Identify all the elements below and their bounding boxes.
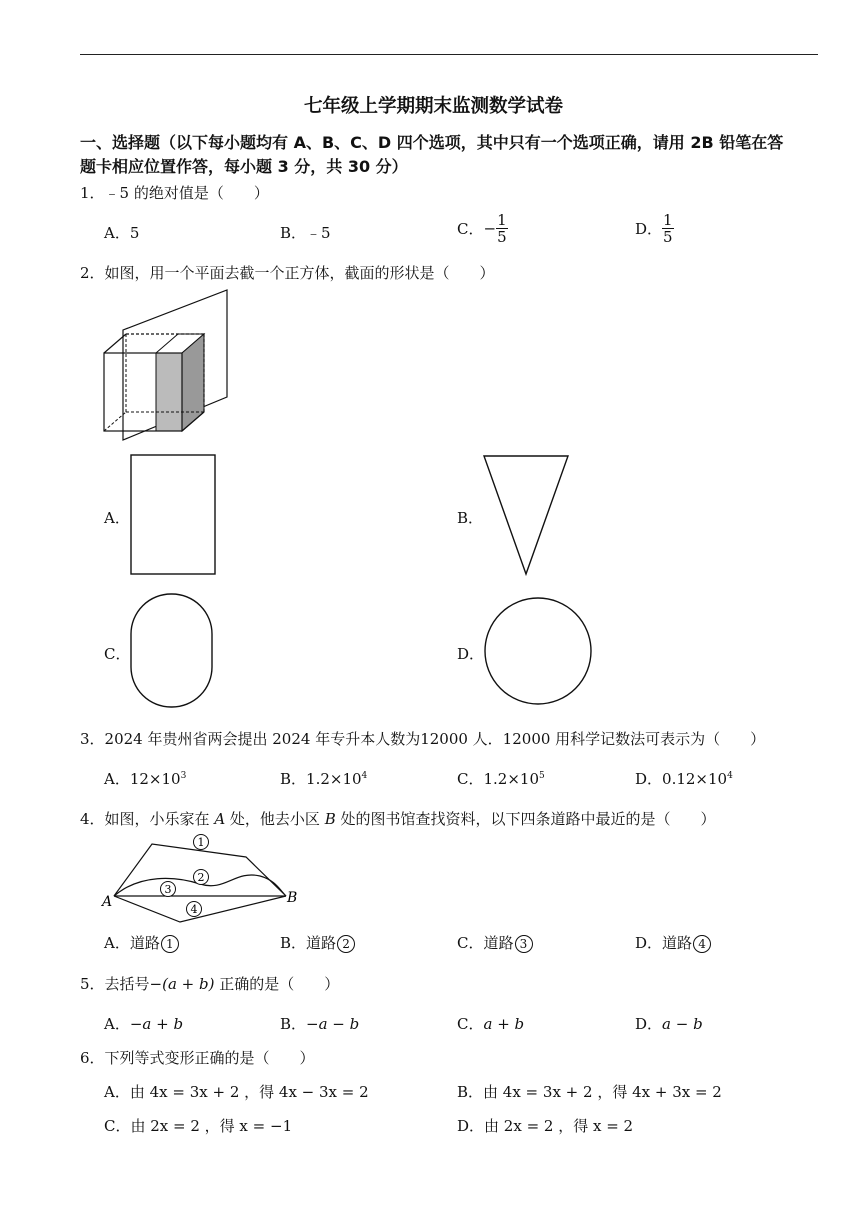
road-4-marker (187, 902, 202, 917)
q5-stem-part2: 正确的是（ ） (214, 975, 340, 993)
q5-a-label: A． (104, 1015, 130, 1033)
q1-option-b[interactable]: B．﹣5 (280, 224, 331, 242)
q4-b-label: B． (280, 934, 307, 952)
roads-figure (100, 830, 300, 925)
road-2-marker (194, 870, 209, 885)
triangle-shape[interactable] (482, 454, 572, 576)
q1-option-d[interactable] (635, 212, 674, 245)
q4-a-label: A． (104, 934, 130, 952)
q3-b-label: B． (280, 770, 307, 788)
q4-option-a[interactable] (104, 932, 179, 953)
question-3-stem: 3．2024 年贵州省两会提出 2024 年专升本人数为12000 人．12000 用科学记数法可表示为（ ） (80, 730, 766, 748)
q3-a-exponent: 3 (180, 771, 187, 781)
q5-b-expr: −a − b (306, 1015, 360, 1033)
q5-b-label: B． (280, 1015, 307, 1033)
q4-point-a-text: A (214, 810, 226, 828)
section-heading-line2: 题卡相应位置作答，每小题 3 分，共 30 分） (80, 157, 408, 176)
rectangle-shape[interactable] (130, 454, 218, 576)
q4-d-number: 4 (693, 935, 711, 953)
page-title: 七年级上学期期末监测数学试卷 (303, 96, 563, 117)
section-heading-line1: 一、选择题（以下每小题均有 A、B、C、D 四个选项，其中只有一个选项正确，请用 2B 铅笔在答 (80, 133, 784, 152)
q4-c-number: 3 (515, 935, 533, 953)
q4-stem-part1: 4．如图，小乐家在 (80, 810, 215, 828)
q5-option-a[interactable] (104, 1013, 183, 1034)
q3-d-base: 0.12×10 (662, 770, 728, 788)
q6-option-b[interactable]: B．由 4x = 3x + 2 ，得 4x + 3x = 2 (457, 1083, 722, 1101)
q1-option-c-sign: − (483, 219, 497, 238)
q4-d-road: 道路 (662, 934, 693, 952)
q4-a-number: 1 (161, 935, 179, 953)
question-4-stem (80, 808, 716, 829)
q3-option-c[interactable] (457, 768, 545, 789)
q5-c-expr: a + b (483, 1015, 525, 1033)
q1-option-d-label: D． (635, 220, 663, 238)
q3-option-d[interactable] (635, 768, 733, 789)
q4-stem-part2: 处，他去小区 (225, 810, 325, 828)
q5-c-label: C． (457, 1015, 484, 1033)
q2-option-c-label[interactable]: C． (104, 645, 131, 663)
svg-text:1: 1 (197, 836, 205, 849)
q3-c-label: C． (457, 770, 484, 788)
question-5-stem (80, 973, 339, 994)
q3-c-base: 1.2×10 (483, 770, 539, 788)
q3-b-exponent: 4 (361, 771, 368, 781)
q5-d-label: D． (635, 1015, 663, 1033)
q4-b-number: 2 (337, 935, 355, 953)
point-a-label: A (102, 894, 113, 910)
q4-c-label: C． (457, 934, 484, 952)
q2-option-a-label[interactable]: A． (104, 509, 130, 527)
q3-d-exponent: 4 (727, 771, 733, 781)
q2-option-d-label[interactable]: D． (457, 645, 485, 663)
q4-d-label: D． (635, 934, 663, 952)
q1-option-a[interactable]: A．5 (104, 224, 140, 242)
q4-c-road: 道路 (483, 934, 514, 952)
q6-option-a[interactable]: A．由 4x = 3x + 2 ，得 4x − 3x = 2 (104, 1083, 369, 1101)
q4-option-d[interactable] (635, 932, 711, 953)
q1-d-numerator: 1 (663, 211, 673, 229)
q1-d-denominator: 5 (663, 228, 673, 246)
circle-shape[interactable] (483, 596, 593, 706)
q1-option-d-fraction (662, 212, 674, 245)
q3-option-b[interactable] (280, 768, 367, 789)
q4-option-b[interactable] (280, 932, 355, 953)
svg-text:2: 2 (197, 871, 205, 884)
q3-option-a[interactable] (104, 768, 186, 789)
q3-a-base: 12×10 (129, 770, 181, 788)
point-b-label: B (287, 890, 298, 906)
q2-option-b-label[interactable]: B． (457, 509, 484, 527)
q1-option-c[interactable] (457, 212, 508, 245)
q3-b-base: 1.2×10 (306, 770, 362, 788)
q1-c-denominator: 5 (497, 228, 507, 246)
svg-text:4: 4 (190, 903, 198, 916)
q5-option-d[interactable] (635, 1013, 703, 1034)
q4-stem-part3: 处的图书馆查找资料，以下四条道路中最近的是（ ） (335, 810, 716, 828)
q4-b-road: 道路 (306, 934, 337, 952)
q5-expression: −(a + b) (149, 975, 215, 993)
question-2-stem: 2．如图，用一个平面去截一个正方体，截面的形状是（ ） (80, 264, 495, 282)
q5-d-expr: a − b (662, 1015, 703, 1033)
cube-section-figure (100, 288, 235, 443)
question-6-stem: 6．下列等式变形正确的是（ ） (80, 1049, 315, 1067)
road-3-marker (161, 882, 176, 897)
q5-option-c[interactable] (457, 1013, 524, 1034)
header-rule (80, 54, 818, 55)
q4-point-b-text: B (324, 810, 336, 828)
q3-c-exponent: 5 (539, 771, 545, 781)
q4-a-road: 道路 (129, 934, 160, 952)
q1-option-c-fraction (496, 212, 508, 245)
q5-stem-part1: 5．去括号 (80, 975, 150, 993)
q1-c-numerator: 1 (497, 211, 507, 229)
question-1-stem: 1．﹣5 的绝对值是（ ） (80, 184, 269, 202)
stadium-shape[interactable] (129, 592, 215, 710)
q6-option-d[interactable]: D．由 2x = 2 ，得 x = 2 (457, 1117, 634, 1135)
q1-option-c-label: C． (457, 220, 484, 238)
road-1-marker (194, 835, 209, 850)
q5-option-b[interactable] (280, 1013, 359, 1034)
q3-a-label: A． (104, 770, 130, 788)
q6-option-c[interactable]: C．由 2x = 2 ，得 x = −1 (104, 1117, 293, 1135)
q3-d-label: D． (635, 770, 663, 788)
svg-text:3: 3 (164, 883, 172, 896)
q5-a-expr: −a + b (129, 1015, 184, 1033)
q4-option-c[interactable] (457, 932, 533, 953)
